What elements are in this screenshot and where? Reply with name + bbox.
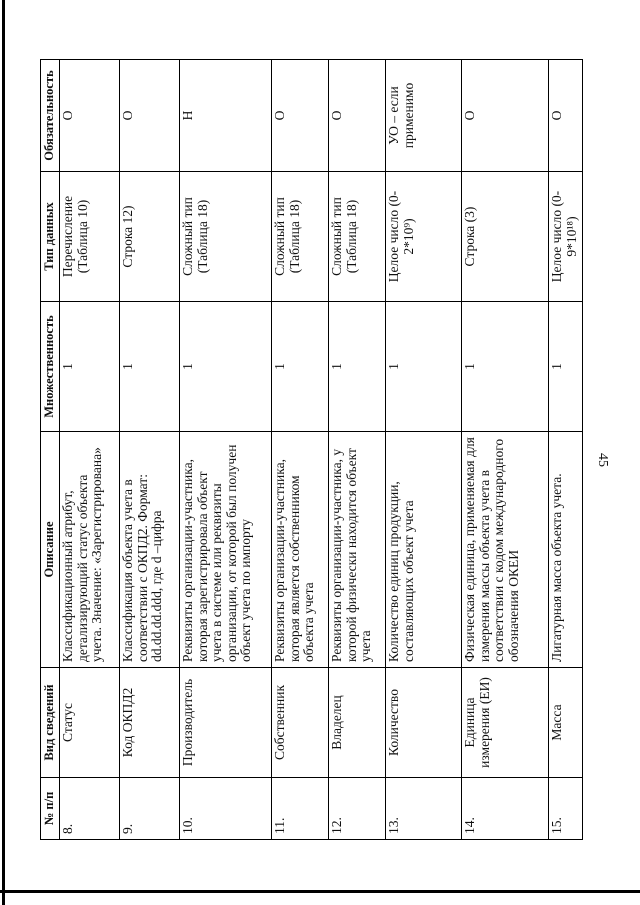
row-multiplicity: 1	[120, 302, 180, 432]
header-data-type: Тип данных	[41, 172, 60, 302]
row-description: Классификация объекта учета в соответствии с ОКПД2. Формат: dd.dd.dd.ddd, где d –цифра	[120, 432, 180, 668]
header-num: № п/п	[41, 778, 60, 840]
row-data-type: Сложный тип (Таблица 18)	[272, 172, 329, 302]
row-multiplicity: 1	[272, 302, 329, 432]
row-required: УО – если применимо	[386, 60, 462, 172]
row-required: О	[462, 60, 549, 172]
table-header-row	[41, 60, 60, 840]
row-number: 10.	[180, 778, 272, 840]
page-number: 45	[595, 453, 610, 467]
row-multiplicity: 1	[329, 302, 386, 432]
row-multiplicity: 1	[462, 302, 549, 432]
rotated-table-container	[40, 60, 580, 840]
page-border-left	[2, 0, 5, 905]
row-data-type: Целое число (0-9*10¹⁸)	[549, 172, 583, 302]
header-required: Обязательность	[41, 60, 60, 172]
header-description: Описание	[41, 432, 60, 668]
row-required: О	[120, 60, 180, 172]
row-description: Реквизиты организации-участника, которая зарегистрировала объект учета в системе или реквизиты организации, от которой был получен объект учета по импорту	[180, 432, 272, 668]
data-table	[40, 59, 583, 840]
row-kind: Собственник	[272, 668, 329, 778]
table-row	[272, 60, 329, 840]
row-description: Количество единиц продукции, составляющих объект учета	[386, 432, 462, 668]
row-description: Реквизиты организации-участника, у которой физически находится объект учета	[329, 432, 386, 668]
row-data-type: Строка (3)	[462, 172, 549, 302]
row-kind: Код ОКПД2	[120, 668, 180, 778]
row-kind: Единица измерения (ЕИ)	[462, 668, 549, 778]
row-number: 14.	[462, 778, 549, 840]
row-multiplicity: 1	[386, 302, 462, 432]
row-data-type: Строка 12)	[120, 172, 180, 302]
row-required: О	[329, 60, 386, 172]
row-required: О	[549, 60, 583, 172]
row-data-type: Сложный тип (Таблица 18)	[180, 172, 272, 302]
row-required: Н	[180, 60, 272, 172]
row-data-type: Сложный тип (Таблица 18)	[329, 172, 386, 302]
row-required: О	[60, 60, 120, 172]
table-row	[329, 60, 386, 840]
row-number: 11.	[272, 778, 329, 840]
row-kind: Статус	[60, 668, 120, 778]
row-description: Лигатурная масса объекта учета.	[549, 432, 583, 668]
header-multiplicity: Множественность	[41, 302, 60, 432]
row-kind: Владелец	[329, 668, 386, 778]
row-kind: Количество	[386, 668, 462, 778]
row-description: Реквизиты организации-участника, которая является собственником объекта учета	[272, 432, 329, 668]
header-kind: Вид сведений	[41, 668, 60, 778]
row-data-type: Целое число (0-2*10⁹)	[386, 172, 462, 302]
table-row	[386, 60, 462, 840]
row-number: 12.	[329, 778, 386, 840]
row-description: Физическая единица, применяемая для измерения массы объекта учета в соответствии с кодом международного обозначения ОКЕИ	[462, 432, 549, 668]
table-row	[120, 60, 180, 840]
row-number: 13.	[386, 778, 462, 840]
row-kind: Масса	[549, 668, 583, 778]
row-number: 8.	[60, 778, 120, 840]
row-multiplicity: 1	[180, 302, 272, 432]
table-row	[462, 60, 549, 840]
table-row	[549, 60, 583, 840]
page-border-bottom	[0, 890, 640, 893]
table-row	[180, 60, 272, 840]
row-data-type: Перечисление (Таблица 10)	[60, 172, 120, 302]
row-number: 9.	[120, 778, 180, 840]
row-kind: Производитель	[180, 668, 272, 778]
row-multiplicity: 1	[60, 302, 120, 432]
row-number: 15.	[549, 778, 583, 840]
row-required: О	[272, 60, 329, 172]
table-row	[60, 60, 120, 840]
row-description: Классификационный атрибут, детализирующий статус объекта учета. Значение: «Зарегистрирована»	[60, 432, 120, 668]
row-multiplicity: 1	[549, 302, 583, 432]
